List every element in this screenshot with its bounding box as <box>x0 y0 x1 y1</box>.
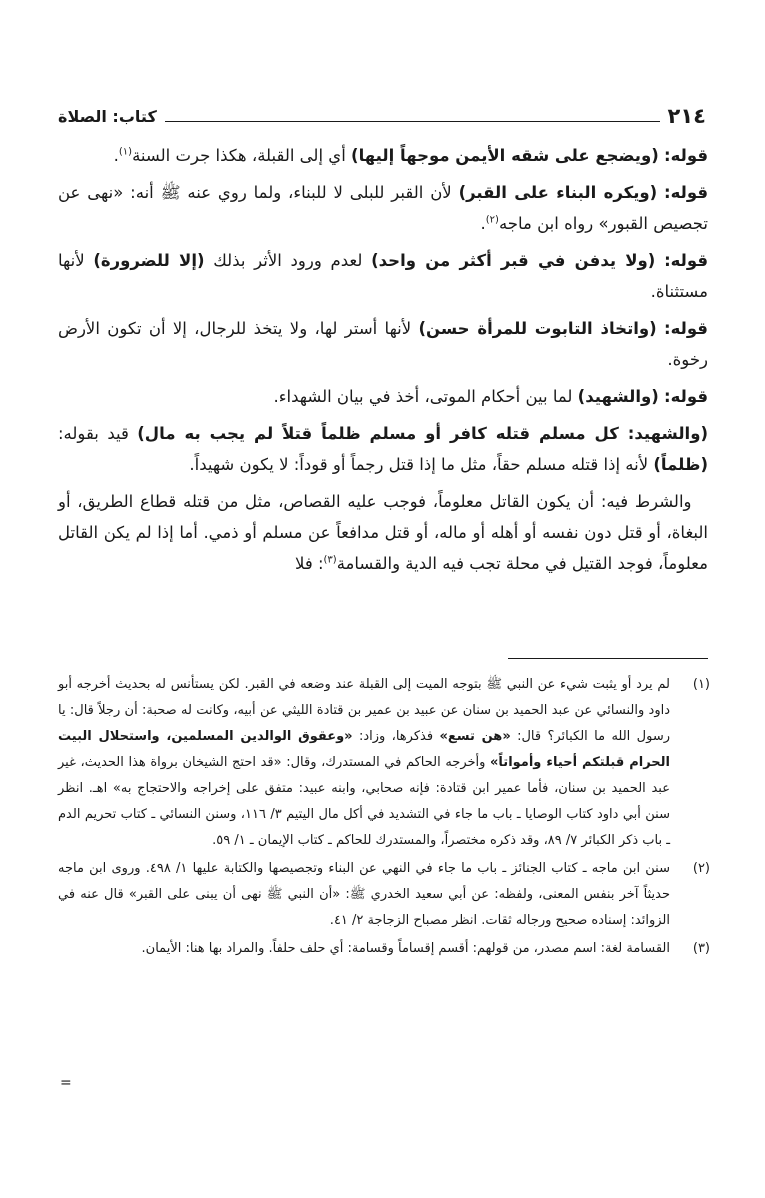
header-rule <box>165 121 660 122</box>
paragraph-7 <box>58 486 708 579</box>
commentary: أي إلى القبلة، هكذا جرت السنة <box>132 146 352 165</box>
quoted-phrase: (ويضجع على شقه الأيمن موجهاً إليها) <box>351 146 659 165</box>
paragraph-3 <box>58 245 708 307</box>
commentary: لأنها مستثناة. <box>58 251 708 301</box>
footnote-1 <box>58 672 710 854</box>
quoted-phrase: (واتخاذ التابوت للمرأة حسن) <box>418 319 657 338</box>
footnote-text <box>58 672 670 854</box>
footnote-segment: لم يرد أو يثبت شيء عن النبي ﷺ بتوجه الميت إلى القبلة عند وضعه في القبر. لكن يستأنس له بحديث أخرجه أبو داود والنسائي عن عبد الحميد بن سنان عن عبيد بن عمير بن قتادة الليثي عن أبيه، وكانت له صحبة: أن رجلاً قال: يا رسول الله ما الكبائر؟ قال: <box>58 677 670 744</box>
commentary: لأنها أستر لها، ولا يتخذ للرجال، إلا أن تكون الأرض رخوة. <box>58 319 708 369</box>
paragraph-label: قوله: <box>664 183 708 202</box>
page-header <box>58 94 706 128</box>
quoted-phrase: (والشهيد) <box>577 387 659 406</box>
hadith-quote: «هن تسع» <box>439 729 511 744</box>
commentary: لأنه إذا قتله مسلم حقاً، مثل ما إذا قتل رجماً أو قوداً: لا يكون شهيداً. <box>189 455 654 474</box>
hadith-quote: «وعقوق الوالدين المسلمين، واستحلال البيت الحرام قبلتكم أحياء وأمواتاً» <box>58 729 670 770</box>
footnote-number: (١) <box>692 677 710 692</box>
quoted-phrase: (إلا للضرورة) <box>93 251 205 270</box>
footnote-text: سنن ابن ماجه ـ كتاب الجنائز ـ باب ما جاء في النهي عن البناء وتجصيصها والكتابة عليها ١/ ٤٩٨. وروى ابن ماجه حديثاً آخر بنفس المعنى، ولفظه: عن أبي سعيد الخدري ﷺ: «أن النبي ﷺ نهى أن يبنى على القبر» قال عنه في الزوائد: إسناده صحيح ورجاله ثقات. انظر مصباح الزجاجة ٢/ ٤١. <box>58 861 670 928</box>
footnote-number: (٣) <box>692 941 710 956</box>
main-text <box>58 140 708 585</box>
footnote-number: (٢) <box>692 861 710 876</box>
paragraph-label: قوله: <box>664 251 709 270</box>
commentary: قيد بقوله: <box>58 424 138 443</box>
punct: . <box>480 214 486 233</box>
footnotes <box>58 672 710 964</box>
footnote-separator <box>508 658 708 659</box>
footnote-text: القسامة لغة: اسم مصدر، من قولهم: أقسم إقساماً وقسامة: أي حلف حلفاً. والمراد بها هنا: الأيمان. <box>141 941 670 956</box>
footnote-segment: فذكرها، وزاد: <box>352 729 440 744</box>
paragraph-4 <box>58 313 708 375</box>
quoted-phrase: (والشهيد: كل مسلم قتله كافر أو مسلم ظلماً قتلاً لم يجب به مال) <box>137 424 708 443</box>
footnote-2 <box>58 856 710 934</box>
quoted-phrase: (ولا يدفن في قبر أكثر من واحد) <box>371 251 656 270</box>
continuation-mark: = <box>60 1075 72 1091</box>
punct: . <box>113 146 119 165</box>
paragraph-label: قوله: <box>664 146 708 165</box>
quoted-phrase: (ظلماً) <box>653 455 708 474</box>
paragraph-6 <box>58 418 708 480</box>
footnote-ref: (٢) <box>485 214 499 226</box>
paragraph-2 <box>58 177 708 239</box>
paragraph-label: قوله: <box>664 387 708 406</box>
paragraph-1 <box>58 140 708 171</box>
commentary: لعدم ورود الأثر بذلك <box>204 251 372 270</box>
commentary: والشرط فيه: أن يكون القاتل معلوماً، فوجب عليه القصاص، مثل من قتله قطاع الطريق، أو البغاة، أو قتل دون نفسه أو أهله أو ماله، أو قتل مدافعاً عن مسلم أو ذمي. أما إذا لم يكن القاتل معلوماً، فوجد القتيل في محلة تجب فيه الدية والقسامة <box>58 492 708 573</box>
footnote-3 <box>58 936 710 962</box>
footnote-ref: (٣) <box>323 554 337 566</box>
commentary: لأن القبر للبلى لا للبناء، ولما روي عنه ﷺ أنه: «نهى عن تجصيص القبور» رواه ابن ماجه <box>58 183 708 233</box>
footnote-segment: وأخرجه الحاكم في المستدرك، وقال: «قد احتج الشيخان برواة هذا الحديث، غير عبد الحميد بن سنان، فأما عمير ابن قتادة: فإنه صحابي، وابنه عبيد: متفق على إخراجه والاحتجاج به» اهـ. انظر سنن أبي داود كتاب الوصايا ـ باب ما جاء في التشديد في أكل مال اليتيم ٣/ ١١٦، وسنن النسائي ـ كتاب تحريم الدم ـ باب ذكر الكبائر ٧/ ٨٩، وقد ذكره مختصراً، والمستدرك للحاكم ـ كتاب الإيمان ـ ١/ ٥٩. <box>58 755 670 848</box>
paragraph-5 <box>58 381 708 412</box>
paragraph-label: قوله: <box>664 319 708 338</box>
page-number: ٢١٤ <box>667 104 706 128</box>
running-title: كتاب: الصلاة <box>58 107 157 126</box>
commentary: : فلا <box>294 554 324 573</box>
footnote-ref: (١) <box>118 146 133 158</box>
commentary: لما بين أحكام الموتى، أخذ في بيان الشهداء. <box>273 387 578 406</box>
quoted-phrase: (ويكره البناء على القبر) <box>458 183 658 202</box>
